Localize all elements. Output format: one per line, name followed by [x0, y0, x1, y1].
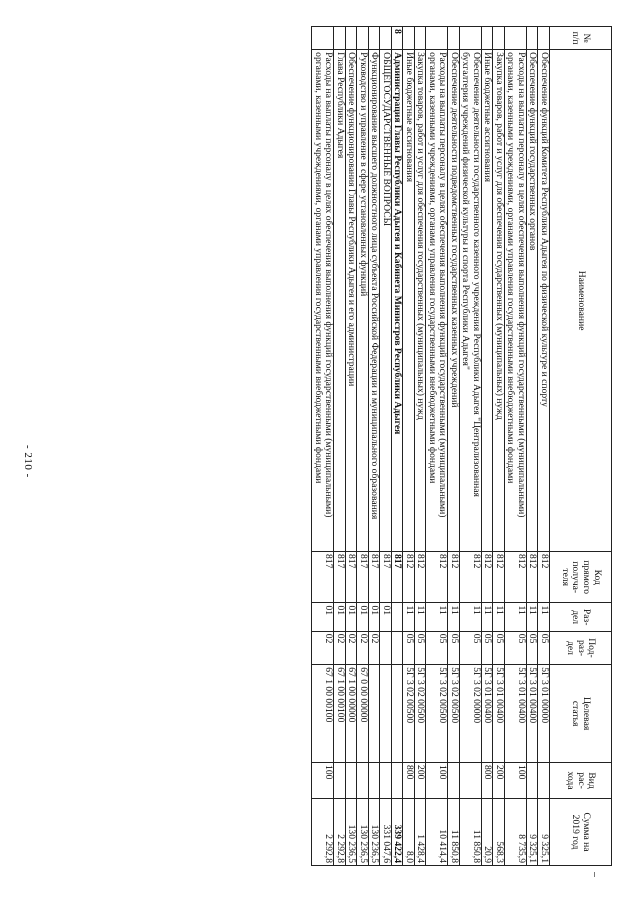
cell-celevaya: 67 0 00 00000	[357, 665, 369, 763]
cell-celevaya: 5Г 3 01 00400	[527, 665, 539, 763]
header-kod-line: получа-	[570, 561, 582, 594]
cell-podrazdel: 02	[369, 631, 381, 664]
header-vid-line: Вид	[586, 772, 598, 789]
cell-podrazdel: 05	[527, 631, 539, 664]
header-kod-line: Код	[591, 569, 603, 585]
cell-name: Функционирование высшего должностного лица субъекта Российской Федерации и муниципального образования	[369, 50, 381, 552]
cell-razdel: 01	[346, 603, 358, 631]
cell-name: Обеспечение функционирования Главы Республики Адыгея и его администрации	[346, 50, 358, 552]
table-row	[527, 27, 539, 866]
table-row	[493, 27, 505, 866]
cell-name: Обеспечение деятельности подведомственных государственных казенных учреждений	[448, 50, 460, 552]
cell-vid	[527, 763, 539, 799]
header-podrazdel	[550, 631, 612, 664]
cell-kod: 817	[312, 552, 334, 603]
cell-vid	[334, 763, 346, 799]
cell-vid: 800	[403, 763, 415, 799]
header-podrazdel-line: раз-	[575, 639, 587, 657]
cell-razdel: 01	[369, 603, 381, 631]
cell-kod: 817	[334, 552, 346, 603]
cell-name: Руководство и управление в сфере установленных функций	[357, 50, 369, 552]
cell-razdel: 11	[426, 603, 448, 631]
cell-vid	[357, 763, 369, 799]
cell-podrazdel: 02	[346, 631, 358, 664]
cell-celevaya: 5Г 3 01 00400	[493, 665, 505, 763]
table-row	[505, 27, 527, 866]
cell-razdel: 01	[334, 603, 346, 631]
cell-kod: 812	[415, 552, 427, 603]
cell-vid: 800	[482, 763, 494, 799]
header-summa	[550, 799, 612, 866]
table-row	[357, 27, 369, 866]
cell-celevaya: 5Г 3 02 00500	[426, 665, 448, 763]
cell-name: ОБЩЕГОСУДАРСТВЕННЫЕ ВОПРОСЫ	[380, 50, 392, 552]
cell-vid	[448, 763, 460, 799]
cell-no	[538, 27, 550, 50]
cell-name: Обеспечение деятельности государственного казенного учреждения Республики Адыгея "Централизованная бухгалтерия учреждений физической культуры и спорта Республики Адыгея"	[460, 50, 482, 552]
cell-vid: 100	[312, 763, 334, 799]
cell-podrazdel: 05	[493, 631, 505, 664]
cell-celevaya: 5Г 3 01 00400	[505, 665, 527, 763]
cell-name: Обеспечение функций государственных органов	[527, 50, 539, 552]
cell-no	[334, 27, 346, 50]
header-vid-line: хода	[565, 771, 577, 790]
table-body	[312, 27, 550, 866]
cell-celevaya: 67 1 00 00000	[346, 665, 358, 763]
cell-razdel: 01	[380, 603, 392, 631]
cell-celevaya: 67 1 00 00100	[312, 665, 334, 763]
cell-kod: 817	[346, 552, 358, 603]
table-row	[403, 27, 415, 866]
header-razdel-line: Раз-	[581, 608, 593, 626]
header-summa-line: 2019 год	[570, 814, 582, 850]
cell-razdel: 11	[493, 603, 505, 631]
cell-podrazdel: 05	[460, 631, 482, 664]
cell-no	[482, 27, 494, 50]
cell-kod: 817	[392, 552, 404, 603]
cell-summa: 2 292,8	[312, 799, 334, 866]
cell-vid: 100	[505, 763, 527, 799]
cell-summa: 20,9	[482, 799, 494, 866]
header-celevaya	[550, 665, 612, 763]
cell-celevaya: 5Г 3 02 00500	[415, 665, 427, 763]
header-no	[550, 27, 612, 50]
cell-no	[312, 27, 334, 50]
cell-summa: 8 735,9	[505, 799, 527, 866]
cell-podrazdel: 02	[357, 631, 369, 664]
cell-no	[493, 27, 505, 50]
table-row	[312, 27, 334, 866]
cell-podrazdel	[380, 631, 392, 664]
cell-vid	[460, 763, 482, 799]
cell-razdel: 11	[538, 603, 550, 631]
cell-razdel: 01	[357, 603, 369, 631]
cell-vid: 100	[426, 763, 448, 799]
cell-kod: 817	[380, 552, 392, 603]
table-row	[392, 27, 404, 866]
cell-razdel: 11	[482, 603, 494, 631]
header-kod-line: теля	[559, 568, 571, 587]
header-summa-line: Сумма на	[581, 812, 593, 852]
cell-razdel: 11	[460, 603, 482, 631]
cell-podrazdel: 05	[426, 631, 448, 664]
header-celevaya-line: статья	[570, 700, 582, 727]
cell-vid	[538, 763, 550, 799]
cell-name: Расходы на выплаты персоналу в целях обеспечения выполнения функций государственными (муниципальными) органами, казенными учреждениями, органами управления государственными внебюджетными фондами	[426, 50, 448, 552]
header-vid-line: рас-	[575, 772, 587, 789]
cell-podrazdel: 05	[415, 631, 427, 664]
cell-podrazdel: 05	[403, 631, 415, 664]
cell-name: Иные бюджетные ассигнования	[482, 50, 494, 552]
cell-name: Администрация Главы Республики Адыгея и Кабинета Министров Республики Адыгея	[392, 50, 404, 552]
table-row	[460, 27, 482, 866]
cell-podrazdel: 05	[505, 631, 527, 664]
cell-vid	[369, 763, 381, 799]
cell-name: Глава Республики Адыгея	[334, 50, 346, 552]
cell-kod: 812	[527, 552, 539, 603]
cell-no	[527, 27, 539, 50]
table-row	[369, 27, 381, 866]
table-header-row	[550, 27, 612, 866]
cell-name: Расходы на выплаты персоналу в целях обеспечения выполнения функций государственными (муниципальными) органами, казенными учреждениями, органами управления государственными внебюджетными фондами	[312, 50, 334, 552]
cell-no	[403, 27, 415, 50]
cell-kod: 812	[493, 552, 505, 603]
cell-no	[505, 27, 527, 50]
cell-summa: 130 236,5	[357, 799, 369, 866]
header-vid	[550, 763, 612, 799]
cell-name: Закупка товаров, работ и услуг для обеспечения государственных (муниципальных) нужд	[493, 50, 505, 552]
header-podrazdel-line: дел	[565, 641, 577, 655]
cell-no	[426, 27, 448, 50]
cell-razdel	[392, 603, 404, 631]
cell-no	[448, 27, 460, 50]
cell-summa: 8,0	[403, 799, 415, 866]
budget-table	[312, 26, 613, 866]
cell-kod: 817	[369, 552, 381, 603]
header-celevaya-line: Целевая	[581, 696, 593, 731]
cell-podrazdel: 05	[482, 631, 494, 664]
cell-celevaya: 5Г 3 02 00000	[460, 665, 482, 763]
scan-corner-mark	[594, 872, 595, 877]
cell-razdel: 11	[505, 603, 527, 631]
cell-kod: 812	[482, 552, 494, 603]
cell-celevaya	[392, 665, 404, 763]
cell-summa: 9 325,1	[527, 799, 539, 866]
cell-celevaya: 67 1 00 00100	[334, 665, 346, 763]
cell-vid	[380, 763, 392, 799]
cell-kod: 812	[538, 552, 550, 603]
cell-celevaya: 5Г 3 01 00400	[482, 665, 494, 763]
table-row	[380, 27, 392, 866]
table-row	[415, 27, 427, 866]
header-razdel-line: дел	[570, 610, 582, 625]
cell-kod: 817	[357, 552, 369, 603]
cell-razdel: 11	[448, 603, 460, 631]
cell-celevaya: 5Г 3 02 00500	[403, 665, 415, 763]
cell-summa: 11 850,8	[460, 799, 482, 866]
cell-summa: 9 325,1	[538, 799, 550, 866]
cell-no	[369, 27, 381, 50]
cell-name: Обеспечение функций Комитета Республики Адыгея по физической культуре и спорту	[538, 50, 550, 552]
cell-kod: 812	[426, 552, 448, 603]
cell-no	[357, 27, 369, 50]
cell-podrazdel: 02	[312, 631, 334, 664]
cell-no	[346, 27, 358, 50]
header-no-line: №	[581, 33, 593, 43]
cell-podrazdel: 05	[448, 631, 460, 664]
table-row	[426, 27, 448, 866]
cell-podrazdel: 05	[538, 631, 550, 664]
cell-razdel: 11	[403, 603, 415, 631]
cell-kod: 812	[403, 552, 415, 603]
page-number: - 210 -	[22, 445, 34, 478]
table-row	[334, 27, 346, 866]
cell-kod: 812	[505, 552, 527, 603]
cell-summa: 339 422,4	[392, 799, 404, 866]
header-name-line: Наименование	[575, 270, 587, 331]
header-name	[550, 50, 612, 552]
cell-kod: 812	[460, 552, 482, 603]
cell-celevaya: 5Г 3 02 00500	[448, 665, 460, 763]
cell-summa: 10 414,4	[426, 799, 448, 866]
cell-summa: 2 292,8	[334, 799, 346, 866]
cell-celevaya	[369, 665, 381, 763]
cell-name: Расходы на выплаты персоналу в целях обеспечения выполнения функций государственными (муниципальными) органами, казенными учреждениями, органами управления государственными внебюджетными фондами	[505, 50, 527, 552]
cell-name: Закупка товаров, работ и услуг для обеспечения государственных (муниципальных) нужд	[415, 50, 427, 552]
cell-no	[380, 27, 392, 50]
cell-no: 8	[392, 27, 404, 50]
cell-razdel: 01	[312, 603, 334, 631]
cell-celevaya: 5Г 3 01 00000	[538, 665, 550, 763]
header-kod	[550, 552, 612, 603]
cell-razdel: 11	[527, 603, 539, 631]
header-no-line: п/п	[570, 31, 582, 45]
cell-podrazdel	[392, 631, 404, 664]
cell-vid: 200	[493, 763, 505, 799]
header-kod-line: прямого	[581, 560, 593, 595]
cell-podrazdel: 02	[334, 631, 346, 664]
cell-name: Иные бюджетные ассигнования	[403, 50, 415, 552]
cell-razdel: 11	[415, 603, 427, 631]
table-row	[448, 27, 460, 866]
cell-no	[460, 27, 482, 50]
header-razdel	[550, 603, 612, 631]
cell-vid	[346, 763, 358, 799]
cell-celevaya	[380, 665, 392, 763]
table-row	[538, 27, 550, 866]
cell-kod: 812	[448, 552, 460, 603]
cell-summa: 11 850,8	[448, 799, 460, 866]
cell-summa: 130 236,5	[369, 799, 381, 866]
cell-summa: 130 236,5	[346, 799, 358, 866]
cell-vid	[392, 763, 404, 799]
cell-summa: 1 428,4	[415, 799, 427, 866]
cell-vid: 200	[415, 763, 427, 799]
budget-table-sheet	[312, 26, 613, 866]
cell-summa: 568,3	[493, 799, 505, 866]
cell-no	[415, 27, 427, 50]
table-row	[346, 27, 358, 866]
table-row	[482, 27, 494, 866]
cell-summa: 331 047,6	[380, 799, 392, 866]
header-podrazdel-line: Под-	[586, 638, 598, 658]
